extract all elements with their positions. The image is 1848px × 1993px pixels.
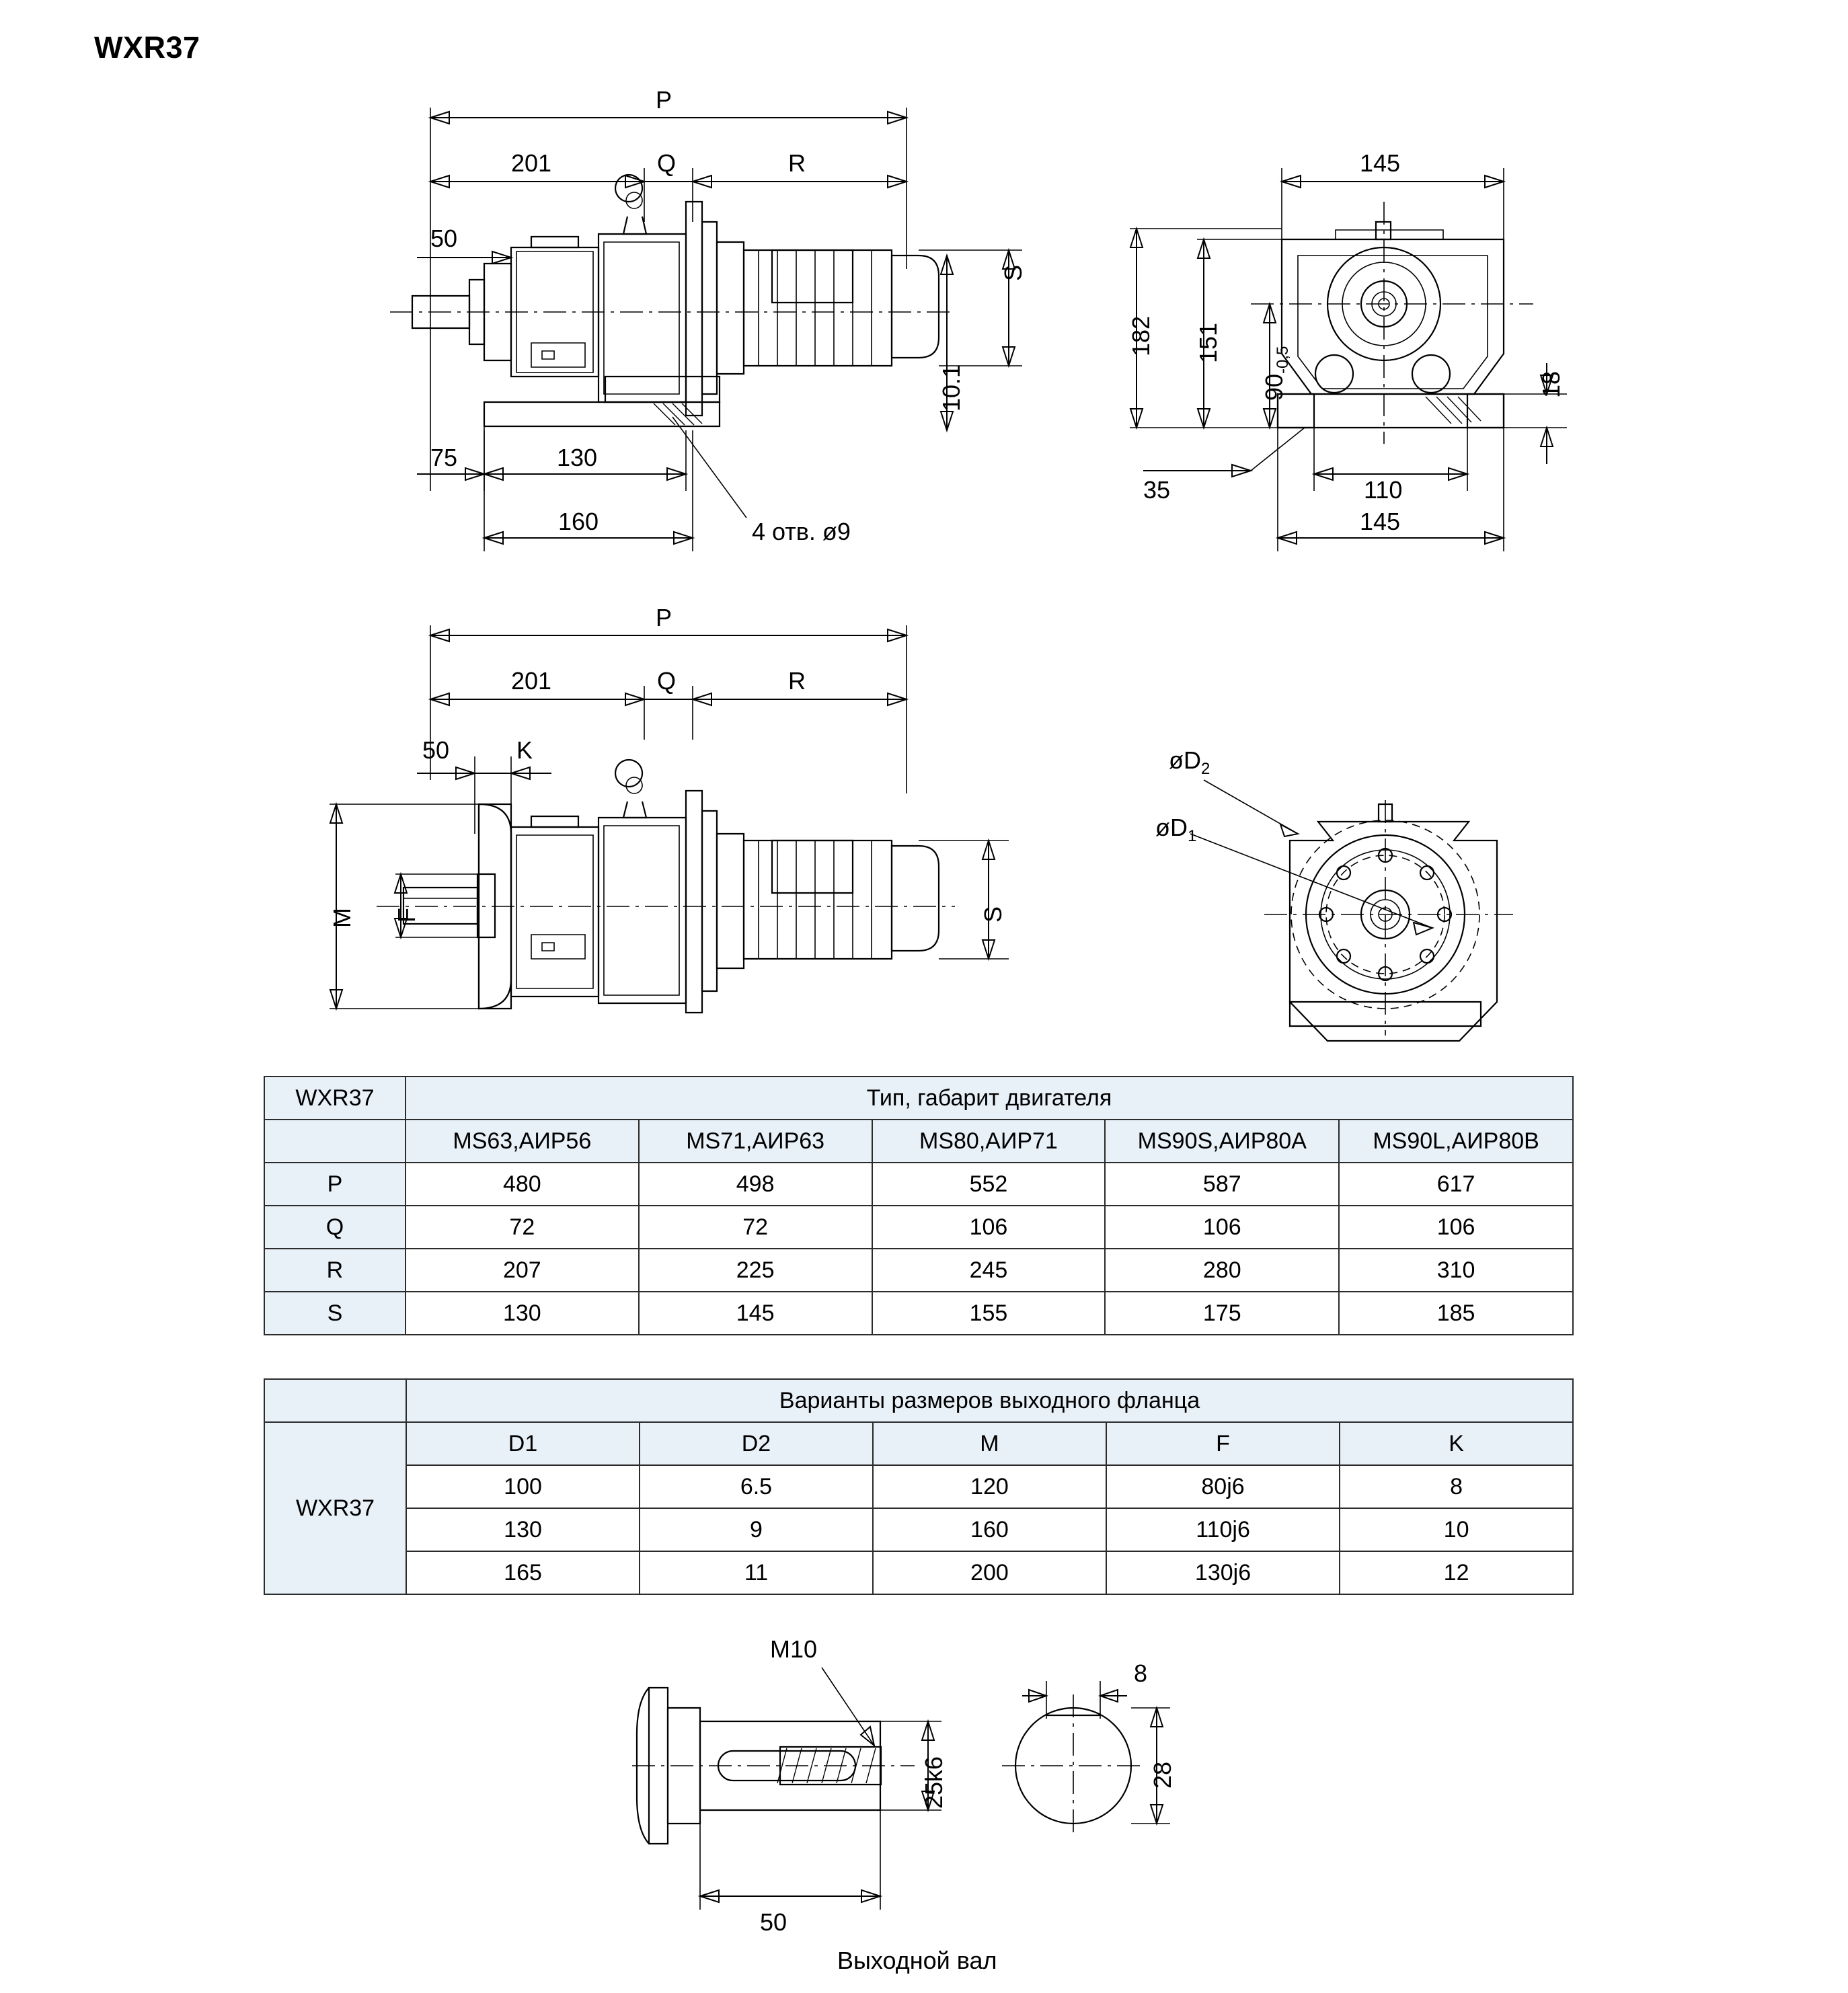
dim-145-top-right: [1282, 168, 1504, 239]
dim-label-Q-bottom: Q: [657, 667, 677, 695]
dim-S-bottom: [919, 841, 1009, 959]
col-ms80: MS80,АИР71: [872, 1120, 1106, 1163]
dim-label-145-bottom: 145: [1360, 508, 1401, 535]
dim-M-F: [330, 804, 479, 1009]
cell-R-1: 207: [406, 1249, 639, 1292]
dim-label-S-bottom: S: [979, 906, 1007, 923]
dim-label-50-top: 50: [430, 225, 458, 252]
dim-label-S-top: S: [999, 264, 1027, 281]
flange-r2-M: 160: [873, 1508, 1106, 1551]
flange-r1-F: 80j6: [1106, 1465, 1340, 1508]
page-title: WXR37: [94, 30, 200, 65]
dim-label-D1: $øD_1$: [1155, 814, 1197, 846]
cell-P-1: 480: [406, 1163, 639, 1206]
cell-Q-4: 106: [1105, 1206, 1339, 1249]
dim-label-18: 18: [1537, 370, 1565, 398]
table-row: [264, 1163, 1573, 1206]
table-row: [264, 1206, 1573, 1249]
dim-label-28: 28: [1149, 1761, 1176, 1789]
gearmotor-end-profile: [1251, 202, 1533, 444]
dim-label-M: M: [328, 908, 356, 928]
flange-r3-D1: 165: [406, 1551, 640, 1594]
dim-50-top: [417, 249, 511, 303]
dim-bottom-top-view: [417, 403, 693, 551]
dim-50-K-bottom: [417, 756, 551, 834]
cell-R-3: 245: [872, 1249, 1106, 1292]
cell-S-4: 175: [1105, 1292, 1339, 1335]
cell-P-3: 552: [872, 1163, 1106, 1206]
dim-label-10-1: 10.1: [937, 364, 965, 412]
dim-label-R-bottom: R: [788, 667, 806, 695]
dim-label-25k6: 25k6: [920, 1756, 948, 1809]
flange-face-profile: [1264, 800, 1513, 1041]
dim-label-F: F: [393, 908, 420, 923]
flange-r1-D2: 6.5: [640, 1465, 873, 1508]
col-ms71: MS71,АИР63: [639, 1120, 872, 1163]
flange-r1-D1: 100: [406, 1465, 640, 1508]
cell-S-3: 155: [872, 1292, 1106, 1335]
cell-R-5: 310: [1339, 1249, 1573, 1292]
cell-S-2: 145: [639, 1292, 872, 1335]
cell-Q-1: 72: [406, 1206, 639, 1249]
dim-label-K: K: [516, 736, 533, 764]
cell-P-2: 498: [639, 1163, 872, 1206]
flange-r3-M: 200: [873, 1551, 1106, 1594]
dim-shaft: [700, 1721, 941, 1910]
dim-label-8: 8: [1134, 1659, 1148, 1687]
shaft-section-profile: [1002, 1681, 1170, 1836]
flange-corner-label: WXR37: [264, 1422, 406, 1594]
cell-Q-3: 106: [872, 1206, 1106, 1249]
flange-r2-D2: 9: [640, 1508, 873, 1551]
col-M: M: [873, 1422, 1106, 1465]
table-row: [264, 1249, 1573, 1292]
col-D1: D1: [406, 1422, 640, 1465]
flange-header-span: Варианты размеров выходного фланца: [406, 1379, 1573, 1422]
dim-label-110: 110: [1364, 476, 1403, 504]
cell-R-2: 225: [639, 1249, 872, 1292]
table-row: [264, 1551, 1573, 1594]
dim-35: [1143, 428, 1305, 477]
flange-r3-F: 130j6: [1106, 1551, 1340, 1594]
dim-label-90: $90_{-0,5}$: [1260, 346, 1293, 401]
dim-label-P-bottom: P: [656, 604, 672, 631]
col-ms63: MS63,АИР56: [406, 1120, 639, 1163]
dim-label-75: 75: [430, 444, 458, 471]
cell-P-4: 587: [1105, 1163, 1339, 1206]
leader-D1: [1190, 834, 1432, 935]
flange-r2-F: 110j6: [1106, 1508, 1340, 1551]
flange-r1-K: 8: [1340, 1465, 1573, 1508]
dim-label-R-top: R: [788, 149, 806, 177]
gearmotor-side-profile: [390, 175, 955, 426]
flange-r2-K: 10: [1340, 1508, 1573, 1551]
motor-size-table: [264, 1076, 1574, 1335]
dim-label-35: 35: [1143, 476, 1171, 504]
col-ms90l: MS90L,АИР80B: [1339, 1120, 1573, 1163]
flange-r3-K: 12: [1340, 1551, 1573, 1594]
cell-Q-2: 72: [639, 1206, 872, 1249]
cell-R-4: 280: [1105, 1249, 1339, 1292]
dim-P-bottom: [430, 625, 907, 793]
gearmotor-flange-side-profile: [377, 760, 955, 1013]
flange-r1-M: 120: [873, 1465, 1106, 1508]
cell-P-5: 617: [1339, 1163, 1573, 1206]
cell-S-5: 185: [1339, 1292, 1573, 1335]
row-label-P: P: [264, 1163, 406, 1206]
leader-D2: [1204, 780, 1298, 836]
dim-label-50-bottom: 50: [422, 736, 450, 764]
flange-blank-corner: [264, 1379, 406, 1422]
table-row-columns: [264, 1120, 1573, 1163]
table-row: [264, 1465, 1573, 1508]
row-label-R: R: [264, 1249, 406, 1292]
dim-label-130: 130: [557, 444, 598, 471]
table-row: [264, 1292, 1573, 1335]
dim-label-201-bottom: 201: [511, 667, 552, 695]
flange-r2-D1: 130: [406, 1508, 640, 1551]
dim-label-M10: M10: [770, 1635, 818, 1663]
cell-S-1: 130: [406, 1292, 639, 1335]
col-D2: D2: [640, 1422, 873, 1465]
row-label-S: S: [264, 1292, 406, 1335]
dim-label-160: 160: [558, 508, 599, 535]
dim-label-145-top: 145: [1360, 149, 1401, 177]
dim-label-50-shaft: 50: [760, 1908, 787, 1936]
dim-label-P-top: P: [656, 86, 672, 114]
table-header-span: Тип, габарит двигателя: [406, 1077, 1573, 1120]
col-ms90s: MS90S,АИР80A: [1105, 1120, 1339, 1163]
cell-Q-5: 106: [1339, 1206, 1573, 1249]
row-label-Q: Q: [264, 1206, 406, 1249]
dim-label-Q-top: Q: [657, 149, 677, 177]
table-row-columns: [264, 1422, 1573, 1465]
col-K: K: [1340, 1422, 1573, 1465]
table-corner-label: WXR37: [264, 1077, 406, 1120]
flange-r3-D2: 11: [640, 1551, 873, 1594]
output-shaft-profile: [632, 1668, 915, 1844]
col-F: F: [1106, 1422, 1340, 1465]
dim-label-D2: $øD_2$: [1169, 746, 1210, 779]
leader-4-holes: [672, 417, 746, 518]
table-row-header-top: [264, 1379, 1573, 1422]
dim-label-151: 151: [1194, 322, 1222, 363]
dim-label-4-holes: 4 отв. ø9: [752, 518, 851, 545]
table-row: [264, 1508, 1573, 1551]
dim-label-182: 182: [1127, 315, 1155, 356]
dim-label-201-top: 201: [511, 149, 552, 177]
flange-variants-table: [264, 1378, 1574, 1595]
shaft-caption: Выходной вал: [837, 1947, 997, 1974]
table-blank-cell: [264, 1120, 406, 1163]
table-row-header-top: [264, 1077, 1573, 1120]
